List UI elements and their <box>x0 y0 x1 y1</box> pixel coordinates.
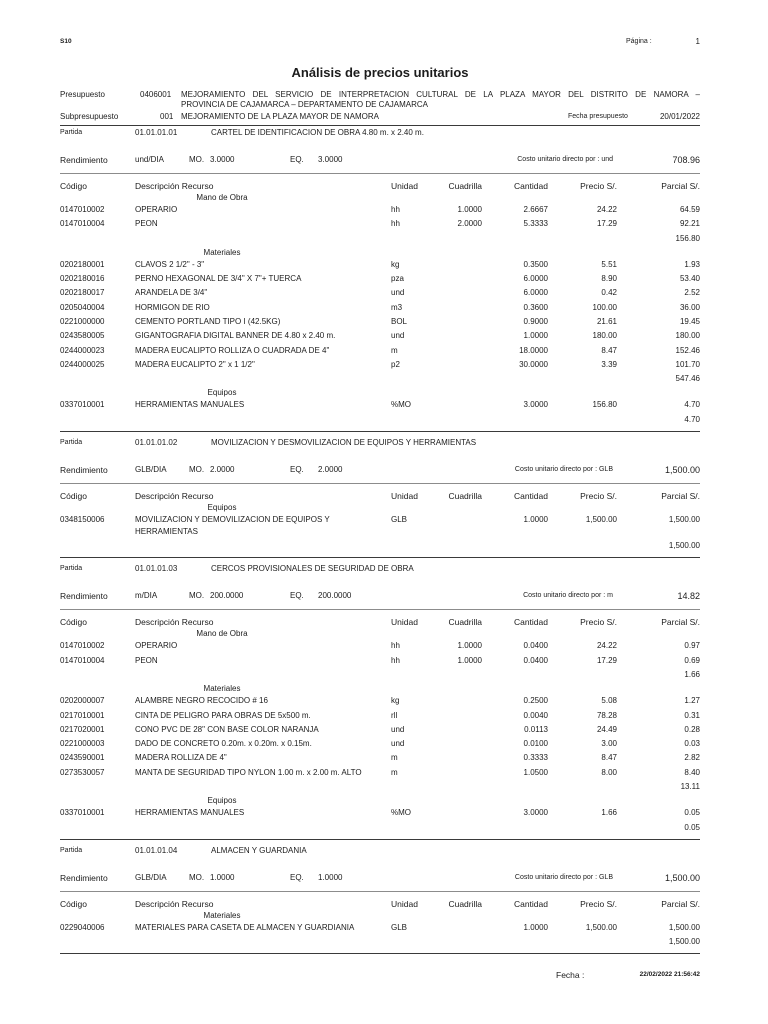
resource-unit: pza <box>391 274 404 284</box>
column-header-descripcion: Descripción Recurso <box>135 617 214 628</box>
mo-value: 200.0000 <box>210 591 244 601</box>
group-subtotal: 547.46 <box>675 374 700 384</box>
rendimiento-rule <box>60 483 700 484</box>
column-header-unidad: Unidad <box>391 617 418 628</box>
eq-value: 3.0000 <box>318 155 343 164</box>
rendimiento-unit: GLB/DIA <box>135 464 167 474</box>
resource-code: 0243590001 <box>60 753 105 763</box>
resource-cantidad: 1.0000 <box>523 514 548 524</box>
resource-precio: 17.29 <box>596 219 617 229</box>
resource-cantidad: 18.0000 <box>519 345 548 355</box>
resource-precio: 0.42 <box>601 288 617 298</box>
resource-unit: hh <box>391 641 400 651</box>
resource-parcial: 0.05 <box>684 808 700 818</box>
partida-separator <box>60 431 700 432</box>
resource-group-label: Materiales <box>203 247 241 257</box>
resource-cantidad: 0.3600 <box>523 302 548 312</box>
group-subtotal: 1,500.00 <box>668 937 700 947</box>
resource-parcial: 0.69 <box>684 655 700 665</box>
resource-group-label: Materiales <box>203 910 241 920</box>
resource-unit: BOL <box>391 317 408 326</box>
resource-cuadrilla: 1.0000 <box>457 655 482 665</box>
resource-precio: 1.66 <box>601 808 617 818</box>
resource-unit: kg <box>391 259 400 269</box>
subpresupuesto-label: Subpresupuesto <box>60 112 119 121</box>
resource-cantidad: 2.6667 <box>523 205 548 214</box>
resource-cantidad: 3.0000 <box>523 400 548 410</box>
eq-label: EQ. <box>290 464 304 474</box>
resource-group-label: Materiales <box>203 684 241 694</box>
column-header-precio: Precio S/. <box>580 617 617 628</box>
resource-group-label: Mano de Obra <box>196 629 248 639</box>
resource-code: 0243580005 <box>60 331 105 341</box>
column-header-codigo: Código <box>60 181 87 191</box>
unit-cost-caption <box>523 590 613 602</box>
resource-code: 0205040004 <box>60 302 105 312</box>
partida-code: 01.01.01.04 <box>135 845 178 855</box>
resource-precio: 24.49 <box>596 724 617 734</box>
resource-parcial: 8.40 <box>684 767 700 777</box>
partida-description: ALMACEN Y GUARDANIA <box>211 845 307 855</box>
partida-description: CARTEL DE IDENTIFICACION DE OBRA 4.80 m. x 2.40 m. <box>211 128 424 137</box>
resource-description: HERRAMIENTAS MANUALES <box>135 400 245 410</box>
column-header-cuadrilla: Cuadrilla <box>448 181 482 191</box>
resource-cantidad: 0.0040 <box>523 710 548 720</box>
partida-description: MOVILIZACION Y DESMOVILIZACION DE EQUIPOS Y HERRAMIENTAS <box>211 437 477 447</box>
resource-precio: 5.51 <box>601 259 617 269</box>
unit-cost-unit: und <box>601 156 613 163</box>
resource-description: ALAMBRE NEGRO RECOCIDO # 16 <box>135 696 268 706</box>
resource-precio: 3.39 <box>601 359 617 369</box>
rendimiento-unit: m/DIA <box>135 591 158 601</box>
resource-precio: 8.00 <box>601 767 617 777</box>
resource-description: CEMENTO PORTLAND TIPO I (42.5KG) <box>135 317 281 326</box>
resource-description: MATERIALES PARA CASETA DE ALMACEN Y GUARDIANIA <box>135 922 355 932</box>
page-label: Página : <box>626 38 652 45</box>
resource-precio: 5.08 <box>601 696 617 706</box>
unit-cost-unit: m <box>607 592 613 600</box>
resource-parcial: 152.46 <box>675 345 700 355</box>
footer-date-label: Fecha : <box>556 970 585 980</box>
subpresupuesto-code: 001 <box>160 112 174 121</box>
unit-cost-unit: GLB <box>598 465 613 473</box>
software-name: S10 <box>60 38 72 45</box>
resource-cantidad: 0.3500 <box>523 259 548 269</box>
unit-cost-caption <box>515 872 613 884</box>
resource-precio: 8.47 <box>601 753 617 763</box>
mo-label: MO. <box>189 591 205 601</box>
resource-code: 0229040006 <box>60 922 105 932</box>
resource-code: 0202000007 <box>60 696 105 706</box>
column-header-parcial: Parcial S/. <box>661 617 700 628</box>
resource-description: MADERA ROLLIZA DE 4" <box>135 753 227 763</box>
partida-label: Partida <box>60 565 83 573</box>
resource-cantidad: 6.0000 <box>523 288 548 298</box>
resource-parcial: 2.82 <box>684 753 700 763</box>
resource-unit: GLB <box>391 514 408 524</box>
resource-parcial: 4.70 <box>684 400 700 410</box>
resource-cuadrilla: 2.0000 <box>457 219 482 229</box>
resource-precio: 8.90 <box>601 274 617 284</box>
resource-precio: 1,500.00 <box>585 514 617 524</box>
eq-label: EQ. <box>290 591 304 601</box>
resource-group-label: Equipos <box>207 502 237 512</box>
column-header-descripcion: Descripción Recurso <box>135 490 214 501</box>
resource-unit: kg <box>391 696 400 706</box>
resource-precio: 1,500.00 <box>585 922 617 932</box>
group-subtotal: 156.80 <box>675 233 700 243</box>
resource-code: 0147010004 <box>60 219 105 229</box>
rendimiento-label: Rendimiento <box>60 591 108 602</box>
resource-cantidad: 30.0000 <box>519 359 548 369</box>
resource-cuadrilla: 1.0000 <box>457 205 482 214</box>
column-header-cuadrilla: Cuadrilla <box>448 490 482 501</box>
resource-description: PEON <box>135 655 158 665</box>
resource-description: MANTA DE SEGURIDAD TIPO NYLON 1.00 m. x 2.00 m. ALTO <box>135 767 362 777</box>
resource-unit: hh <box>391 655 400 665</box>
resource-unit: GLB <box>391 922 408 932</box>
resource-cantidad: 3.0000 <box>523 808 548 818</box>
resource-unit: %MO <box>391 808 411 818</box>
eq-label: EQ. <box>290 155 304 164</box>
resource-parcial: 53.40 <box>679 274 700 284</box>
resource-unit: m3 <box>391 302 403 312</box>
resource-code: 0221000000 <box>60 317 105 326</box>
resource-group-label: Equipos <box>207 388 237 398</box>
resource-parcial: 1.27 <box>684 696 700 706</box>
resource-description: GIGANTOGRAFIA DIGITAL BANNER DE 4.80 x 2.40 m. <box>135 331 336 341</box>
unit-cost-label: Costo unitario directo por : <box>514 465 598 473</box>
header-rule <box>60 125 700 126</box>
resource-precio: 3.00 <box>601 739 617 749</box>
resource-code: 0244000023 <box>60 345 105 355</box>
footer-date: 22/02/2022 21:56:42 <box>639 971 700 978</box>
eq-value: 200.0000 <box>318 591 352 601</box>
resource-code: 0202180016 <box>60 274 105 284</box>
partida-description: CERCOS PROVISIONALES DE SEGURIDAD DE OBRA <box>211 564 414 574</box>
resource-unit: hh <box>391 205 400 214</box>
resource-unit: rll <box>391 710 398 720</box>
resource-parcial: 0.28 <box>684 724 700 734</box>
resource-unit: p2 <box>391 359 400 369</box>
column-header-codigo: Código <box>60 898 87 909</box>
resource-cantidad: 0.9000 <box>523 317 548 326</box>
partida-separator <box>60 953 700 954</box>
rendimiento-unit: und/DIA <box>135 155 164 164</box>
unit-cost-total: 1,500.00 <box>664 464 700 475</box>
resource-cantidad: 1.0000 <box>523 922 548 932</box>
resource-unit: und <box>391 739 405 749</box>
partida-code: 01.01.01.02 <box>135 437 178 447</box>
resource-description: HERRAMIENTAS MANUALES <box>135 808 245 818</box>
unit-cost-total: 1,500.00 <box>664 872 700 883</box>
column-header-cuadrilla: Cuadrilla <box>448 898 482 909</box>
column-header-precio: Precio S/. <box>580 181 617 191</box>
resource-unit: m <box>391 767 398 777</box>
rendimiento-unit: GLB/DIA <box>135 872 167 882</box>
resource-precio: 17.29 <box>596 655 617 665</box>
rendimiento-rule <box>60 609 700 610</box>
resource-group-label: Equipos <box>207 796 237 806</box>
mo-value: 2.0000 <box>210 464 235 474</box>
resource-precio: 180.00 <box>592 331 617 341</box>
resource-precio: 24.22 <box>596 205 617 214</box>
column-header-precio: Precio S/. <box>580 490 617 501</box>
resource-unit: %MO <box>391 400 411 410</box>
fecha-presupuesto-label: Fecha presupuesto <box>568 113 628 120</box>
subpresupuesto-description: MEJORAMIENTO DE LA PLAZA MAYOR DE NAMORA <box>181 112 379 121</box>
resource-description: MADERA EUCALIPTO 2" x 1 1/2" <box>135 359 255 369</box>
resource-parcial: 19.45 <box>679 317 700 326</box>
resource-unit: m <box>391 753 398 763</box>
resource-description: OPERARIO <box>135 205 178 214</box>
column-header-cantidad: Cantidad <box>513 181 548 191</box>
presupuesto-description-line: PROVINCIA DE CAJAMARCA – DEPARTAMENTO DE CAJAMARCA <box>181 100 429 109</box>
column-header-cantidad: Cantidad <box>513 490 548 501</box>
column-header-codigo: Código <box>60 490 87 501</box>
resource-precio: 24.22 <box>596 641 617 651</box>
column-header-unidad: Unidad <box>391 490 418 501</box>
column-header-descripcion: Descripción Recurso <box>135 181 214 191</box>
group-subtotal: 1,500.00 <box>668 541 700 551</box>
presupuesto-description-line: MEJORAMIENTO DEL SERVICIO DE INTERPRETACION CULTURAL DE LA PLAZA MAYOR DEL DISTRITO DE NAMORA – <box>181 90 700 99</box>
resource-unit: und <box>391 331 405 341</box>
resource-description: OPERARIO <box>135 641 178 651</box>
resource-description: MOVILIZACION Y DEMOVILIZACION DE EQUIPOS Y <box>135 514 330 524</box>
resource-code: 0147010002 <box>60 205 105 214</box>
group-subtotal: 4.70 <box>684 414 700 424</box>
resource-code: 0217010001 <box>60 710 105 720</box>
resource-code: 0147010004 <box>60 655 105 665</box>
resource-cantidad: 0.0113 <box>524 724 548 734</box>
resource-description: DADO DE CONCRETO 0.20m. x 0.20m. x 0.15m. <box>135 739 312 749</box>
resource-unit: m <box>391 345 398 355</box>
presupuesto-code: 0406001 <box>140 90 172 99</box>
partida-code: 01.01.01.03 <box>135 564 178 574</box>
partida-label: Partida <box>60 129 83 136</box>
resource-code: 0217020001 <box>60 724 105 734</box>
partida-label: Partida <box>60 438 83 446</box>
unit-cost-unit: GLB <box>598 873 613 881</box>
column-header-unidad: Unidad <box>391 181 418 191</box>
column-header-precio: Precio S/. <box>580 898 617 909</box>
mo-value: 3.0000 <box>210 155 235 164</box>
report-title: Análisis de precios unitarios <box>291 65 469 80</box>
eq-value: 2.0000 <box>318 464 343 474</box>
resource-cantidad: 0.0400 <box>523 655 548 665</box>
column-header-cantidad: Cantidad <box>513 898 548 909</box>
fecha-presupuesto: 20/01/2022 <box>659 112 700 121</box>
mo-label: MO. <box>189 464 205 474</box>
resource-description: PERNO HEXAGONAL DE 3/4" X 7"+ TUERCA <box>135 274 302 284</box>
resource-group-label: Mano de Obra <box>196 193 248 202</box>
column-header-cuadrilla: Cuadrilla <box>448 617 482 628</box>
column-header-codigo: Código <box>60 617 87 628</box>
partida-separator <box>60 839 700 840</box>
resource-code: 0244000025 <box>60 359 105 369</box>
unit-cost-label: Costo unitario directo por : <box>517 156 600 163</box>
resource-cuadrilla: 1.0000 <box>457 641 482 651</box>
resource-precio: 156.80 <box>592 400 617 410</box>
mo-label: MO. <box>189 872 205 882</box>
group-subtotal: 13.11 <box>680 782 700 792</box>
unit-cost-label: Costo unitario directo por : <box>514 873 598 881</box>
group-subtotal: 1.66 <box>684 670 700 680</box>
group-subtotal: 0.05 <box>684 822 700 832</box>
partida-separator <box>60 557 700 558</box>
rendimiento-label: Rendimiento <box>60 872 108 883</box>
column-header-descripcion: Descripción Recurso <box>135 898 214 909</box>
resource-cantidad: 1.0000 <box>523 331 548 341</box>
column-header-unidad: Unidad <box>391 898 418 909</box>
mo-label: MO. <box>189 155 205 164</box>
resource-description: PEON <box>135 219 158 229</box>
resource-parcial: 64.59 <box>679 205 700 214</box>
resource-precio: 100.00 <box>592 302 617 312</box>
resource-precio: 78.28 <box>596 710 617 720</box>
resource-parcial: 2.52 <box>684 288 700 298</box>
resource-parcial: 101.70 <box>675 359 700 369</box>
resource-unit: hh <box>391 219 400 229</box>
eq-value: 1.0000 <box>318 872 343 882</box>
column-header-cantidad: Cantidad <box>513 617 548 628</box>
unit-cost-total: 14.82 <box>677 591 700 602</box>
resource-cantidad: 1.0500 <box>523 767 548 777</box>
resource-parcial: 36.00 <box>679 302 700 312</box>
resource-unit: und <box>391 724 405 734</box>
unit-cost-label: Costo unitario directo por : <box>523 592 606 600</box>
rendimiento-rule <box>60 173 700 174</box>
resource-description: CONO PVC DE 28" CON BASE COLOR NARANJA <box>135 724 319 734</box>
page-number: 1 <box>695 37 700 46</box>
resource-cantidad: 6.0000 <box>523 274 548 284</box>
resource-code: 0202180001 <box>60 259 105 269</box>
resource-code: 0348150006 <box>60 514 105 524</box>
unit-cost-total: 708.96 <box>672 155 700 165</box>
resource-code: 0337010001 <box>60 808 105 818</box>
resource-description: CLAVOS 2 1/2" - 3" <box>135 259 205 269</box>
column-header-parcial: Parcial S/. <box>661 898 700 909</box>
rendimiento-rule <box>60 891 700 892</box>
resource-description: MADERA EUCALIPTO ROLLIZA O CUADRADA DE 4" <box>135 345 330 355</box>
resource-cantidad: 0.0400 <box>523 641 548 651</box>
resource-parcial: 1,500.00 <box>668 514 700 524</box>
resource-parcial: 0.31 <box>684 710 700 720</box>
resource-parcial: 92.21 <box>679 219 700 229</box>
resource-parcial: 1.93 <box>684 259 700 269</box>
eq-label: EQ. <box>290 872 304 882</box>
partida-code: 01.01.01.01 <box>135 128 178 137</box>
resource-cantidad: 0.0100 <box>523 739 548 749</box>
resource-description: CINTA DE PELIGRO PARA OBRAS DE 5x500 m. <box>135 710 311 720</box>
resource-cantidad: 5.3333 <box>523 219 548 229</box>
rendimiento-label: Rendimiento <box>60 155 108 165</box>
resource-parcial: 1,500.00 <box>668 922 700 932</box>
unit-cost-caption <box>517 154 613 166</box>
rendimiento-label: Rendimiento <box>60 464 108 475</box>
resource-code: 0273530057 <box>60 767 105 777</box>
resource-code: 0202180017 <box>60 288 105 298</box>
resource-code: 0337010001 <box>60 400 105 410</box>
resource-code: 0147010002 <box>60 641 105 651</box>
resource-precio: 21.61 <box>596 317 617 326</box>
partida-label: Partida <box>60 846 83 854</box>
resource-description: HERRAMIENTAS <box>135 526 198 536</box>
presupuesto-label: Presupuesto <box>60 90 105 99</box>
resource-cantidad: 0.3333 <box>523 753 548 763</box>
resource-unit: und <box>391 288 405 298</box>
resource-parcial: 180.00 <box>675 331 700 341</box>
resource-parcial: 0.97 <box>684 641 700 651</box>
unit-cost-caption <box>515 464 613 476</box>
column-header-parcial: Parcial S/. <box>661 181 700 191</box>
column-header-parcial: Parcial S/. <box>661 490 700 501</box>
resource-precio: 8.47 <box>601 345 617 355</box>
resource-parcial: 0.03 <box>684 739 700 749</box>
resource-code: 0221000003 <box>60 739 105 749</box>
resource-cantidad: 0.2500 <box>523 696 548 706</box>
resource-description: HORMIGON DE RIO <box>135 302 210 312</box>
resource-description: ARANDELA DE 3/4" <box>135 288 208 298</box>
mo-value: 1.0000 <box>210 872 235 882</box>
